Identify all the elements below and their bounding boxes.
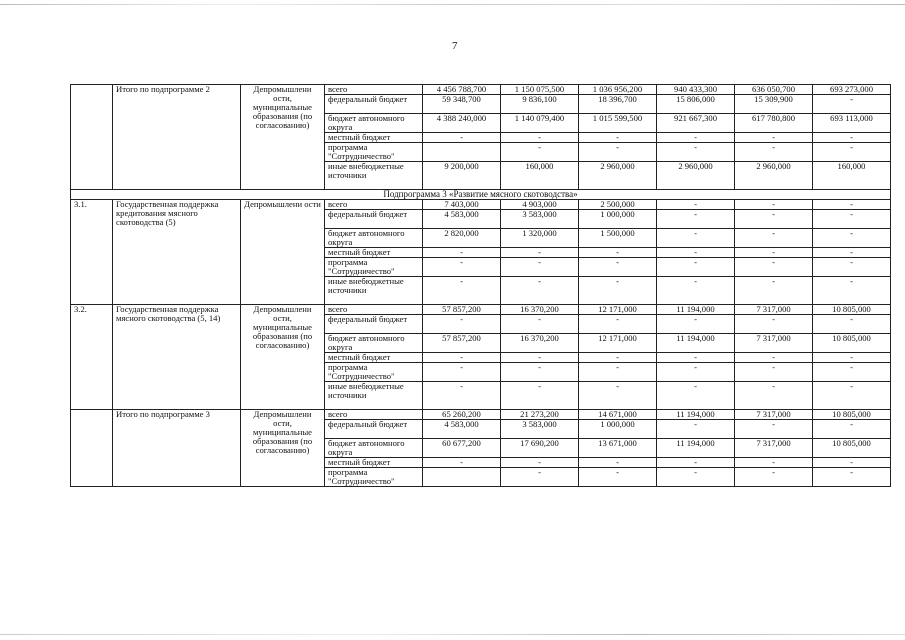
amount-cell: -: [813, 363, 891, 382]
amount-cell: -: [657, 468, 735, 487]
funding-source: бюджет автономного округа: [325, 114, 423, 133]
amount-cell: -: [501, 277, 579, 305]
amount-cell: -: [423, 315, 501, 334]
measure-name: Итого по подпрограмме 3: [113, 410, 241, 487]
amount-cell: 14 671,000: [579, 410, 657, 420]
amount-cell: -: [657, 229, 735, 248]
amount-cell: -: [735, 200, 813, 210]
amount-cell: -: [735, 229, 813, 248]
amount-cell: -: [813, 143, 891, 162]
amount-cell: -: [813, 248, 891, 258]
funding-source: всего: [325, 305, 423, 315]
amount-cell: 1 015 599,500: [579, 114, 657, 133]
amount-cell: -: [657, 133, 735, 143]
amount-cell: -: [423, 133, 501, 143]
amount-cell: -: [501, 143, 579, 162]
amount-cell: -: [657, 248, 735, 258]
funding-source: всего: [325, 200, 423, 210]
amount-cell: -: [423, 353, 501, 363]
amount-cell: -: [501, 458, 579, 468]
amount-cell: 59 348,700: [423, 95, 501, 114]
funding-source: программа "Сотрудничество": [325, 143, 423, 162]
amount-cell: -: [735, 277, 813, 305]
amount-cell: -: [813, 95, 891, 114]
amount-cell: 10 805,000: [813, 410, 891, 420]
amount-cell: -: [657, 143, 735, 162]
amount-cell: -: [657, 277, 735, 305]
amount-cell: 4 583,000: [423, 210, 501, 229]
amount-cell: -: [579, 353, 657, 363]
funding-source: бюджет автономного округа: [325, 334, 423, 353]
amount-cell: -: [579, 248, 657, 258]
funding-source: федеральный бюджет: [325, 210, 423, 229]
amount-cell: 1 000,000: [579, 420, 657, 439]
amount-cell: 636 050,700: [735, 85, 813, 95]
amount-cell: -: [579, 382, 657, 410]
funding-source: федеральный бюджет: [325, 315, 423, 334]
amount-cell: 7 317,000: [735, 334, 813, 353]
executor: Депромышлени ости, муниципальные образования (по согласованию): [241, 85, 325, 190]
amount-cell: 160,000: [501, 162, 579, 190]
funding-source: бюджет автономного округа: [325, 439, 423, 458]
amount-cell: -: [657, 353, 735, 363]
row-number: 3.2.: [71, 305, 113, 410]
amount-cell: -: [813, 353, 891, 363]
row-number: [71, 410, 113, 487]
funding-source: местный бюджет: [325, 248, 423, 258]
amount-cell: -: [735, 315, 813, 334]
funding-source: программа "Сотрудничество": [325, 363, 423, 382]
amount-cell: 2 960,000: [735, 162, 813, 190]
amount-cell: -: [501, 258, 579, 277]
amount-cell: 10 805,000: [813, 334, 891, 353]
amount-cell: 9 836,100: [501, 95, 579, 114]
amount-cell: 11 194,000: [657, 410, 735, 420]
amount-cell: -: [657, 420, 735, 439]
amount-cell: -: [735, 133, 813, 143]
table-row: [71, 410, 891, 420]
amount-cell: 60 677,200: [423, 439, 501, 458]
amount-cell: -: [735, 363, 813, 382]
amount-cell: 65 260,200: [423, 410, 501, 420]
funding-source: иные внебюджетные источники: [325, 277, 423, 305]
amount-cell: -: [423, 363, 501, 382]
amount-cell: -: [813, 200, 891, 210]
amount-cell: -: [579, 143, 657, 162]
amount-cell: 1 000,000: [579, 210, 657, 229]
amount-cell: -: [423, 248, 501, 258]
amount-cell: -: [501, 315, 579, 334]
amount-cell: 2 960,000: [579, 162, 657, 190]
amount-cell: 11 194,000: [657, 305, 735, 315]
amount-cell: 1 320,000: [501, 229, 579, 248]
amount-cell: -: [579, 315, 657, 334]
amount-cell: -: [657, 258, 735, 277]
amount-cell: -: [735, 420, 813, 439]
amount-cell: -: [735, 143, 813, 162]
amount-cell: 7 317,000: [735, 305, 813, 315]
funding-source: иные внебюджетные источники: [325, 162, 423, 190]
amount-cell: -: [813, 382, 891, 410]
amount-cell: -: [501, 248, 579, 258]
measure-name: Государственная поддержка мясного скотоводства (5, 14): [113, 305, 241, 410]
table-row: [71, 85, 891, 95]
funding-source: местный бюджет: [325, 353, 423, 363]
amount-cell: -: [813, 133, 891, 143]
amount-cell: [423, 468, 501, 487]
scan-edge-top: [0, 4, 905, 5]
funding-source: программа "Сотрудничество": [325, 468, 423, 487]
measure-name: Государственная поддержка кредитования мясного скотоводства (5): [113, 200, 241, 305]
funding-source: всего: [325, 410, 423, 420]
section-row: [71, 190, 891, 200]
amount-cell: 16 370,200: [501, 305, 579, 315]
amount-cell: 10 805,000: [813, 305, 891, 315]
amount-cell: -: [813, 258, 891, 277]
amount-cell: -: [813, 458, 891, 468]
amount-cell: 7 317,000: [735, 439, 813, 458]
amount-cell: -: [657, 382, 735, 410]
table-row: [71, 305, 891, 315]
amount-cell: -: [813, 277, 891, 305]
amount-cell: -: [579, 468, 657, 487]
amount-cell: -: [423, 382, 501, 410]
amount-cell: 921 667,300: [657, 114, 735, 133]
amount-cell: 4 583,000: [423, 420, 501, 439]
amount-cell: -: [423, 277, 501, 305]
amount-cell: 15 309,900: [735, 95, 813, 114]
amount-cell: 940 433,300: [657, 85, 735, 95]
amount-cell: [423, 143, 501, 162]
amount-cell: -: [501, 353, 579, 363]
amount-cell: 2 820,000: [423, 229, 501, 248]
amount-cell: -: [735, 468, 813, 487]
amount-cell: -: [735, 258, 813, 277]
amount-cell: -: [501, 133, 579, 143]
funding-source: местный бюджет: [325, 458, 423, 468]
amount-cell: 2 500,000: [579, 200, 657, 210]
amount-cell: 12 171,000: [579, 305, 657, 315]
amount-cell: -: [501, 363, 579, 382]
amount-cell: 4 903,000: [501, 200, 579, 210]
amount-cell: 11 194,000: [657, 439, 735, 458]
amount-cell: 11 194,000: [657, 334, 735, 353]
amount-cell: 9 200,000: [423, 162, 501, 190]
amount-cell: -: [579, 258, 657, 277]
amount-cell: 1 150 075,500: [501, 85, 579, 95]
amount-cell: 1 036 956,200: [579, 85, 657, 95]
amount-cell: -: [579, 363, 657, 382]
amount-cell: -: [657, 315, 735, 334]
amount-cell: 7 403,000: [423, 200, 501, 210]
amount-cell: -: [423, 258, 501, 277]
amount-cell: 693 113,000: [813, 114, 891, 133]
amount-cell: -: [813, 468, 891, 487]
budget-table: [70, 84, 891, 487]
amount-cell: 15 806,000: [657, 95, 735, 114]
amount-cell: 4 456 788,700: [423, 85, 501, 95]
measure-name: Итого по подпрограмме 2: [113, 85, 241, 190]
amount-cell: 7 317,000: [735, 410, 813, 420]
amount-cell: 4 388 240,000: [423, 114, 501, 133]
amount-cell: 21 273,200: [501, 410, 579, 420]
amount-cell: 1 140 079,400: [501, 114, 579, 133]
amount-cell: -: [813, 229, 891, 248]
row-number: [71, 85, 113, 190]
funding-source: федеральный бюджет: [325, 420, 423, 439]
amount-cell: 160,000: [813, 162, 891, 190]
amount-cell: -: [579, 458, 657, 468]
amount-cell: -: [501, 382, 579, 410]
amount-cell: -: [735, 353, 813, 363]
table-row: [71, 200, 891, 210]
section-title: Подпрограмма 3 «Развитие мясного скотоводства»: [71, 190, 891, 200]
amount-cell: -: [735, 382, 813, 410]
amount-cell: 16 370,200: [501, 334, 579, 353]
funding-source: бюджет автономного округа: [325, 229, 423, 248]
amount-cell: -: [579, 277, 657, 305]
amount-cell: -: [813, 420, 891, 439]
funding-source: иные внебюджетные источники: [325, 382, 423, 410]
amount-cell: -: [579, 133, 657, 143]
funding-source: федеральный бюджет: [325, 95, 423, 114]
amount-cell: -: [813, 315, 891, 334]
amount-cell: -: [657, 210, 735, 229]
amount-cell: 693 273,000: [813, 85, 891, 95]
amount-cell: 1 500,000: [579, 229, 657, 248]
amount-cell: 3 583,000: [501, 420, 579, 439]
funding-source: всего: [325, 85, 423, 95]
funding-source: местный бюджет: [325, 133, 423, 143]
executor: Депромышлени ости, муниципальные образования (по согласованию): [241, 410, 325, 487]
amount-cell: -: [657, 200, 735, 210]
amount-cell: -: [735, 210, 813, 229]
amount-cell: 18 396,700: [579, 95, 657, 114]
amount-cell: 17 690,200: [501, 439, 579, 458]
amount-cell: 13 671,000: [579, 439, 657, 458]
amount-cell: -: [657, 458, 735, 468]
executor: Депромышлени ости: [241, 200, 325, 305]
amount-cell: -: [813, 210, 891, 229]
scan-edge-bottom: [0, 634, 905, 635]
amount-cell: -: [735, 248, 813, 258]
row-number: 3.1.: [71, 200, 113, 305]
amount-cell: 57 857,200: [423, 305, 501, 315]
executor: Депромышлени ости, муниципальные образования (по согласованию): [241, 305, 325, 410]
amount-cell: 617 780,800: [735, 114, 813, 133]
amount-cell: -: [423, 458, 501, 468]
amount-cell: 57 857,200: [423, 334, 501, 353]
amount-cell: 10 805,000: [813, 439, 891, 458]
amount-cell: 2 960,000: [657, 162, 735, 190]
funding-source: программа "Сотрудничество": [325, 258, 423, 277]
amount-cell: 12 171,000: [579, 334, 657, 353]
amount-cell: -: [657, 363, 735, 382]
amount-cell: -: [501, 468, 579, 487]
page-number: 7: [452, 40, 458, 52]
amount-cell: 3 583,000: [501, 210, 579, 229]
amount-cell: -: [735, 458, 813, 468]
